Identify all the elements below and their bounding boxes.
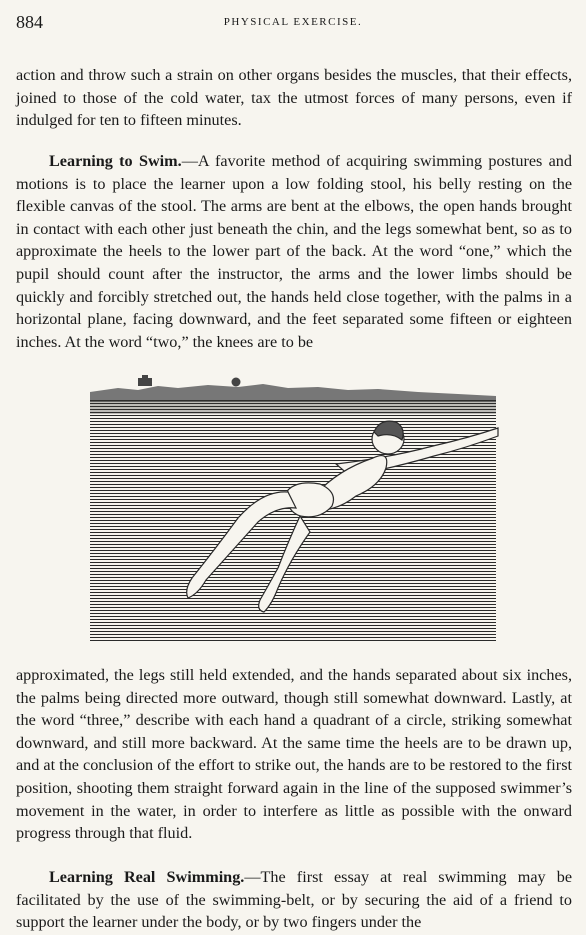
running-head: PHYSICAL EXERCISE. xyxy=(223,16,363,28)
shoreline xyxy=(90,375,496,402)
page-header xyxy=(16,12,570,36)
section-heading-learning-real-swimming: Learning Real Swimming. xyxy=(49,868,245,886)
section-heading-learning-to-swim: Learning to Swim. xyxy=(49,152,182,170)
paragraph-learning-real-swimming xyxy=(16,866,572,934)
water-surface xyxy=(90,400,496,642)
page-number: 884 xyxy=(16,12,43,32)
paragraph-text: —The first essay at real swimming may be facilitated by the use of the swimming-belt, or by securing the aid of a friend to support the learner under the body, or by two fingers under the xyxy=(16,868,573,932)
swimmer-illustration xyxy=(88,372,500,642)
paragraph-text: —A favorite method of acquiring swimming postures and motions is to place the learner upon a low folding stool, his belly resting on the flexible canvas of the stool. The arms are bent at the elbows, the open hands brought in contact with each other just beneath the chin, and the legs somewhat bent, so as to approximate the heels to the lower part of the back. At the word “one,” which the pupil should count after the instructor, the arms and the lower limbs should be quickly and forcibly stretched out, the hands held close together, with the palms in a horizontal plane, facing downward, and the feet separated some fifteen or eighteen inches. At the word “two,” the knees are to be xyxy=(16,152,572,351)
paragraph-learning-to-swim xyxy=(16,150,572,353)
paragraph-continued-after-illustration: approximated, the legs still held extended, and the hands separated about six inches, the palms being directed more outward, though still somewhat downward. Lastly, at the word “three,” describe with each hand a quadrant of a circle, striking somewhat downward, and still more backward. At the same time the heels are to be drawn up, and at the conclusion of the effort to strike out, the hands are to be restored to the first position, shooting them straight forward again in the line of the supposed swimmer’s movement in the water, in order to interfere as little as possible with the onward progress through that fluid. xyxy=(16,666,572,843)
paragraph-continued: action and throw such a strain on other organs besides the muscles, that their effects, joined to those of the cold water, tax the utmost forces of many persons, even if indulged for ten to fifteen minutes. xyxy=(16,66,572,130)
